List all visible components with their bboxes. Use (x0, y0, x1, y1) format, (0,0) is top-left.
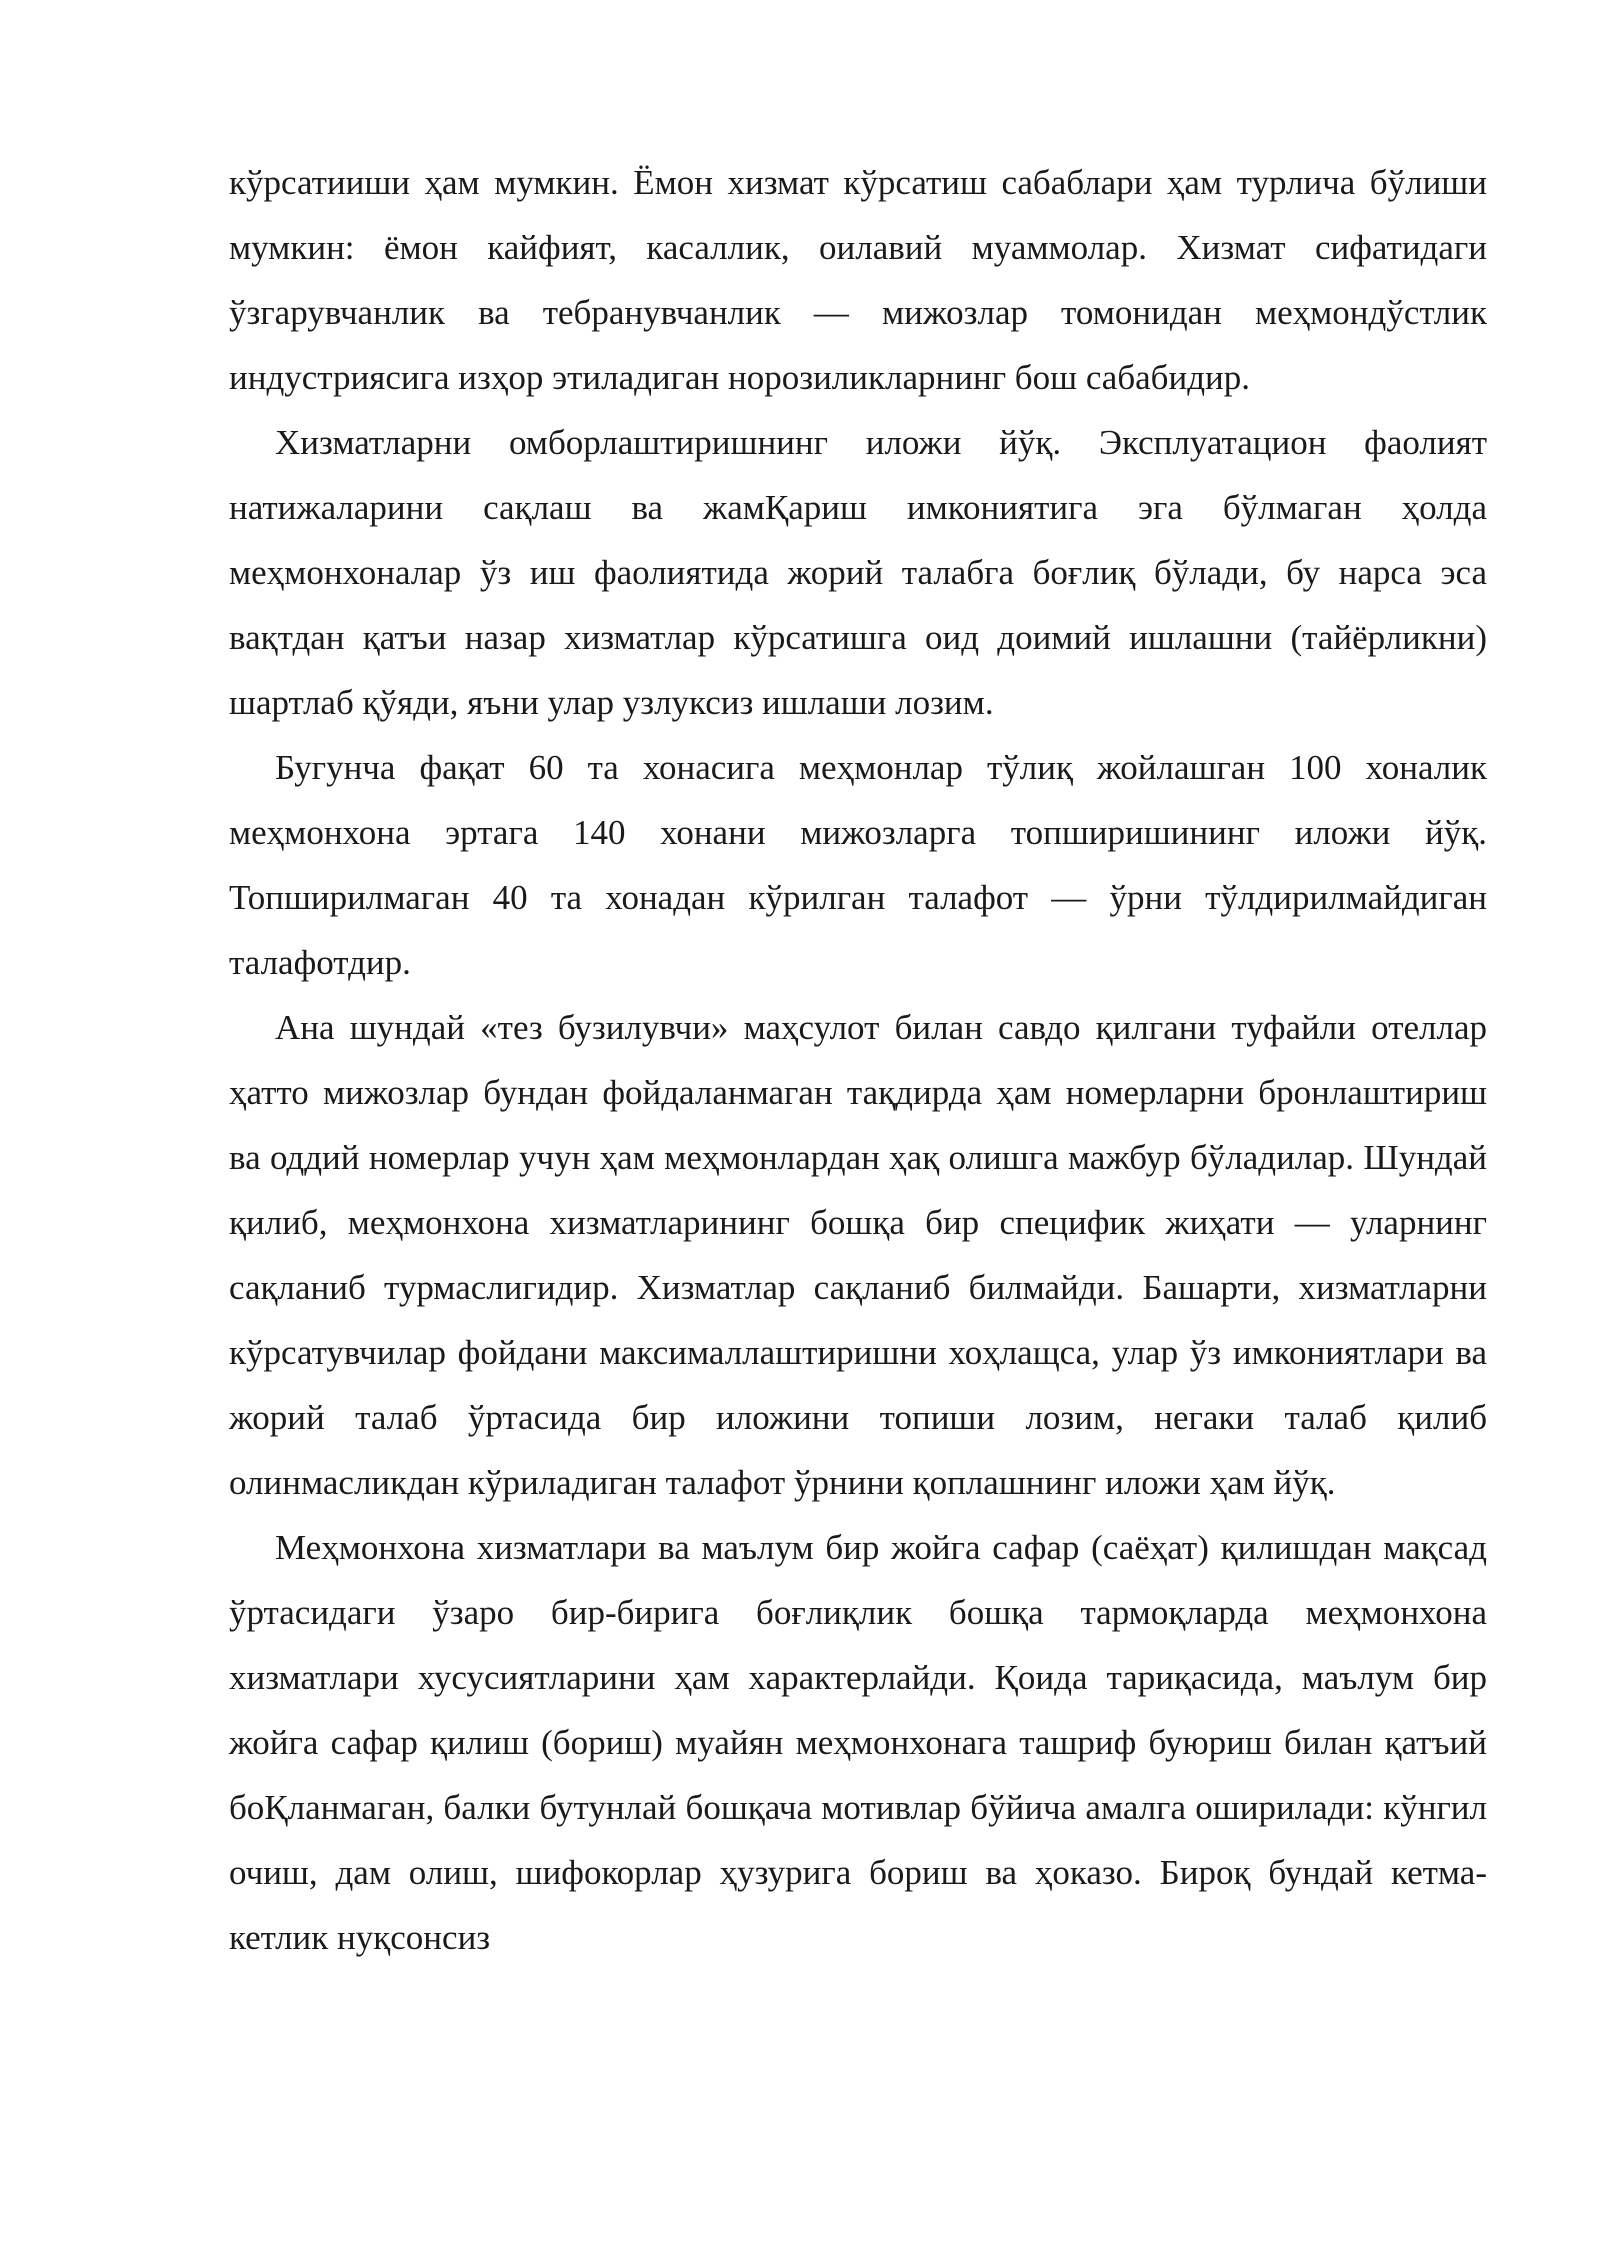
paragraph-travel-purpose-link: Меҳмонхона хизматлари ва маълум бир жойга сафар (саёҳат) қилишдан мақсад ўртасидаги ўзаро бир-бирига боғлиқлик бошқа тармоқларда меҳмонхона хизматлари хусусиятларини ҳам характерлайди. Қоида тариқасида, маълум бир жойга сафар қилиш (бориш) муайян меҳмонхонага ташриф буюриш билан қатъий боҚланмаган, балки бутунлай бошқача мотивлар бўйича амалга оширилади: кўнгил очиш, дам олиш, шифокорлар ҳузурига бориш ва ҳоказо. Бироқ бундай кетма-кетлик нуқсонсиз (229, 1528, 1487, 1957)
paragraph-services-not-storable: Хизматларни омборлаштиришнинг иложи йўқ. Эксплуатацион фаолият натижаларини сақлаш ва жамҚариш имкониятига эга бўлмаган ҳолда меҳмонхоналар ўз иш фаолиятида жорий талабга боғлиқ бўлади, бу нарса эса вақтдан қатъи назар хизматлар кўрсатишга оид доимий ишлашни (тайёрликни) шартлаб қўяди, яъни улар узлуксиз ишлаши лозим. (229, 423, 1487, 722)
paragraph-perishable-product: Ана шундай «тез бузилувчи» маҳсулот билан савдо қилгани туфайли отеллар ҳатто мижозлар бундан фойдаланмаган тақдирда ҳам номерларни бронлаштириш ва оддий номерлар учун ҳам меҳмонлардан ҳақ олишга мажбур бўладилар. Шундай қилиб, меҳмонхона хизматларининг бошқа бир специфик жиҳати — уларнинг сақланиб турмаслигидир. Хизматлар сақланиб билмайди. Башарти, хизматларни кўрсатувчилар фойдани максималлаштиришни хоҳлащса, улар ўз имкониятлари ва жорий талаб ўртасида бир иложини топиши лозим, негаки талаб қилиб олинмасликдан кўриладиган талафот ўрнини қоплашнинг иложи ҳам йўқ. (229, 1008, 1487, 1502)
paragraph-service-quality-variability: кўрсатииши ҳам мумкин. Ёмон хизмат кўрсатиш сабаблари ҳам турлича бўлиши мумкин: ёмон кайфият, касаллик, оилавий муаммолар. Хизмат сифатидаги ўзгарувчанлик ва тебранувчанлик — мижозлар томонидан меҳмондўстлик индустриясига изҳор этиладиган норозиликларнинг бош сабабидир. (229, 163, 1487, 397)
document-text-body (229, 150, 1487, 1970)
paragraph-hotel-rooms-example: Бугунча фақат 60 та хонасига меҳмонлар тўлиқ жойлашган 100 хоналик меҳмонхона эртага 140 хонани мижозларга топширишининг иложи йўқ. Топширилмаган 40 та хонадан кўрилган талафот — ўрни тўлдирилмайдиган талафотдир. (229, 748, 1487, 982)
